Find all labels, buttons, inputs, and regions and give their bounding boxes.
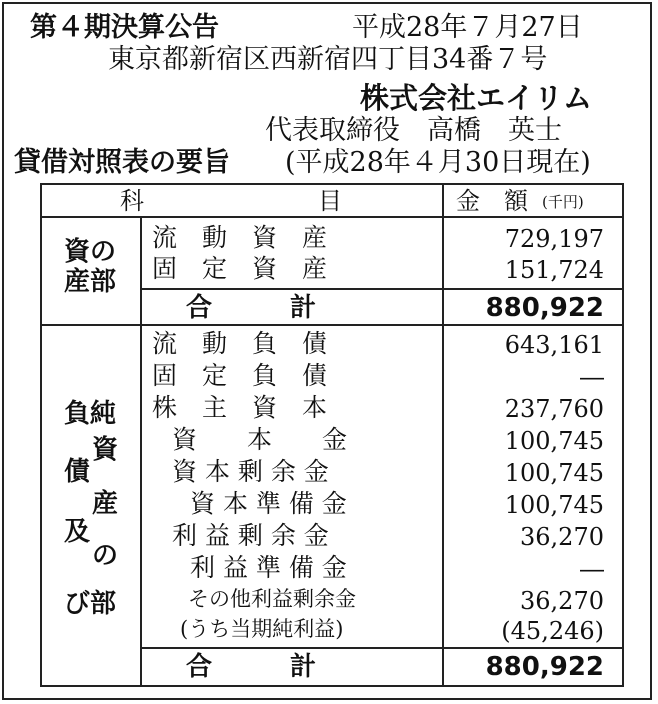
retained-earnings-label: 利 益 剰 余 金 (172, 521, 329, 550)
subject-header-1: 科 (120, 187, 144, 215)
capital-surplus-label: 資 本 剰 余 金 (172, 457, 329, 486)
current-assets-label: 流 動 資 産 (152, 223, 328, 252)
assets-total-value: 880,922 (485, 293, 604, 323)
fixed-liabilities-value: ― (580, 363, 604, 391)
fixed-assets-value: 151,724 (504, 256, 604, 284)
liabilities-total-divider (140, 647, 622, 649)
assets-section-label-2: 産部 (64, 267, 117, 297)
liabilities-total-value: 880,922 (485, 652, 604, 682)
representative: 代表取締役 高橋 英士 (265, 115, 562, 146)
other-retained-earnings-label: その他利益剰余金 (188, 587, 356, 611)
unit-label: (千円) (542, 193, 584, 211)
header-divider (42, 216, 622, 218)
capital-reserve-label: 資 本 準 備 金 (190, 489, 347, 518)
balance-sheet-table (40, 183, 624, 687)
balance-sheet-title: 貸借対照表の要旨 (14, 147, 230, 178)
legal-retained-earnings-value: ― (580, 555, 604, 583)
net-income-label: (うち当期純利益) (180, 617, 344, 641)
amount-header: 金 額 (456, 187, 528, 215)
liabilities-section-label-line-4: 産 (92, 489, 119, 519)
liabilities-section-label-line-7: び部 (64, 589, 117, 619)
assets-liabilities-divider (42, 324, 622, 326)
liabilities-section-label-line-6: の (92, 541, 119, 571)
liabilities-section-label-line-1: 負純 (64, 399, 117, 429)
capital-stock-label: 資 本 金 (172, 425, 348, 454)
other-retained-earnings-value: 36,270 (520, 587, 604, 615)
liabilities-total-label: 合 計 (186, 652, 317, 682)
liabilities-section-label-line-5: 及 (64, 517, 91, 547)
amount-column-divider (442, 185, 444, 685)
current-assets-value: 729,197 (504, 225, 604, 253)
current-liabilities-value: 643,161 (504, 331, 604, 359)
shareholders-equity-value: 237,760 (504, 395, 604, 423)
net-income-value: (45,246) (501, 617, 604, 645)
subject-header-2: 目 (318, 187, 342, 215)
capital-stock-value: 100,745 (504, 427, 604, 455)
legal-retained-earnings-label: 利 益 準 備 金 (190, 553, 347, 582)
company-name: 株式会社エイリム (360, 81, 593, 115)
assets-total-divider (140, 288, 622, 290)
liabilities-section-label-line-3: 債 (64, 457, 91, 487)
capital-surplus-value: 100,745 (504, 459, 604, 487)
balance-sheet-date: (平成28年４月30日現在) (285, 147, 591, 178)
assets-total-label: 合 計 (186, 293, 317, 323)
fixed-assets-label: 固 定 資 産 (152, 254, 328, 283)
notice-heading: 第４期決算公告 (30, 12, 219, 43)
current-liabilities-label: 流 動 負 債 (152, 329, 328, 358)
company-address: 東京都新宿区西新宿四丁目34番７号 (108, 44, 548, 75)
shareholders-equity-label: 株 主 資 本 (152, 393, 328, 422)
notice-date: 平成28年７月27日 (352, 12, 583, 43)
liabilities-section-label-line-2: 資 (92, 435, 119, 465)
retained-earnings-value: 36,270 (520, 523, 604, 551)
assets-section-label-1: 資の (64, 237, 117, 267)
capital-reserve-value: 100,745 (504, 491, 604, 519)
fixed-liabilities-label: 固 定 負 債 (152, 361, 328, 390)
